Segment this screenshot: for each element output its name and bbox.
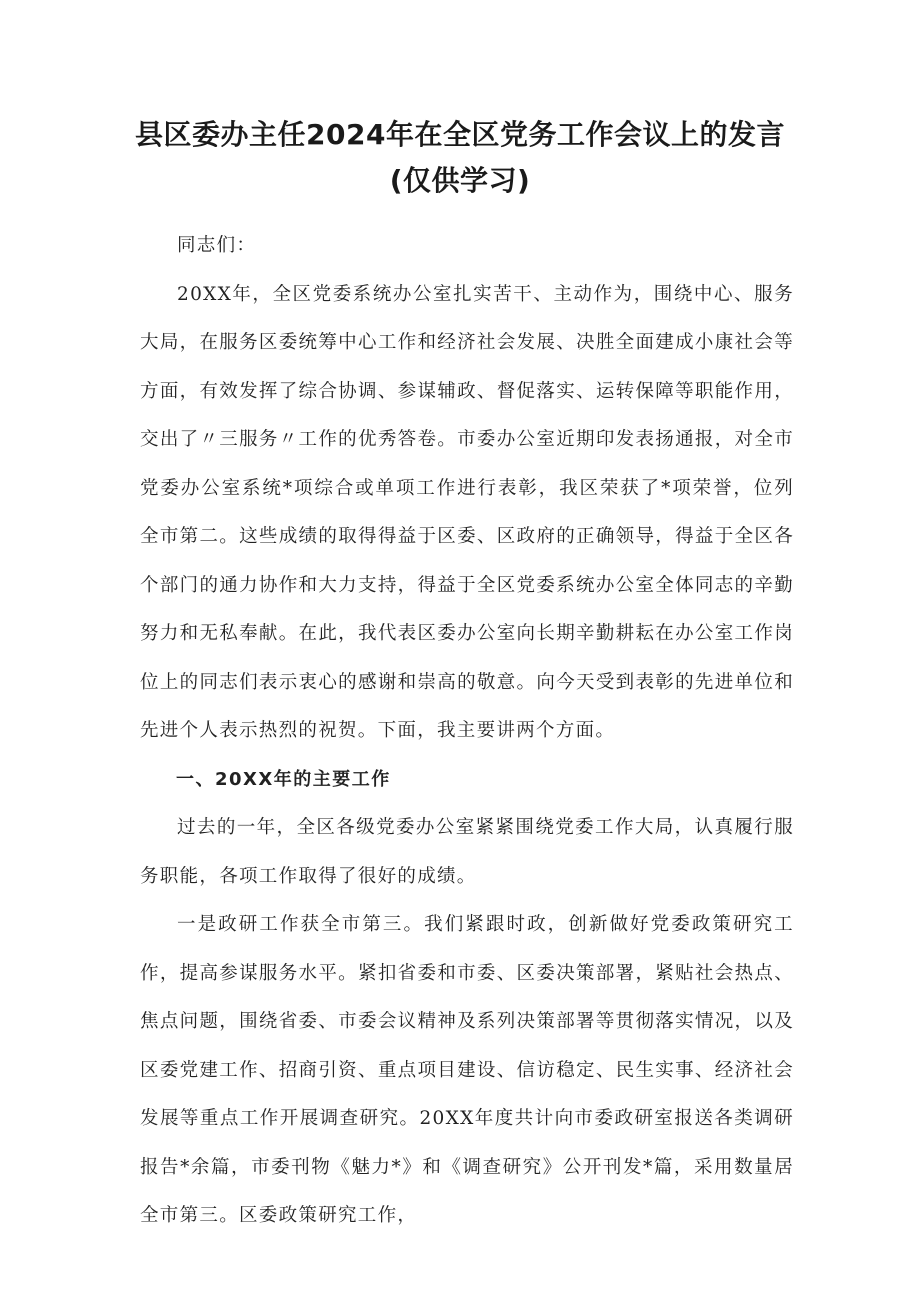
- section-heading: 一、20XX年的主要工作: [176, 768, 391, 790]
- document-body: [140, 222, 794, 1241]
- section-paragraph-1: 过去的一年，全区各级党委办公室紧紧围绕党委工作大局，认真履行服务职能，各项工作取得了很好的成绩。: [140, 817, 794, 887]
- document-title: 县区委办主任2024年在全区党务工作会议上的发言(仅供学习): [135, 118, 785, 197]
- intro-paragraph: 20XX年，全区党委系统办公室扎实苦干、主动作为，围绕中心、服务大局，在服务区委统筹中心工作和经济社会发展、决胜全面建成小康社会等方面，有效发挥了综合协调、参谋辅政、督促落实、运转保障等职能作用，交出了〃三服务〃工作的优秀答卷。市委办公室近期印发表扬通报，对全市党委办公室系统*项综合或单项工作进行表彰，我区荣获了*项荣誉，位列全市第二。这些成绩的取得得益于区委、区政府的正确领导，得益于全区各个部门的通力协作和大力支持，得益于全区党委系统办公室全体同志的辛勤努力和无私奉献。在此，我代表区委办公室向长期辛勤耕耘在办公室工作岗位上的同志们表示衷心的感谢和崇高的敬意。向今天受到表彰的先进单位和先进个人表示热烈的祝贺。下面，我主要讲两个方面。: [140, 283, 794, 741]
- section-paragraph-2: 一是政研工作获全市第三。我们紧跟时政，创新做好党委政策研究工作，提高参谋服务水平。紧扣省委和市委、区委决策部署，紧贴社会热点、焦点问题，围绕省委、市委会议精神及系列决策部署等贯彻落实情况，以及区委党建工作、招商引资、重点项目建设、信访稳定、民生实事、经济社会发展等重点工作开展调查研究。20XX年度共计向市委政研室报送各类调研报告*余篇，市委刊物《魅力*》和《调查研究》公开刊发*篇，采用数量居全市第三。区委政策研究工作，: [140, 914, 794, 1226]
- salutation: 同志们：: [177, 235, 257, 256]
